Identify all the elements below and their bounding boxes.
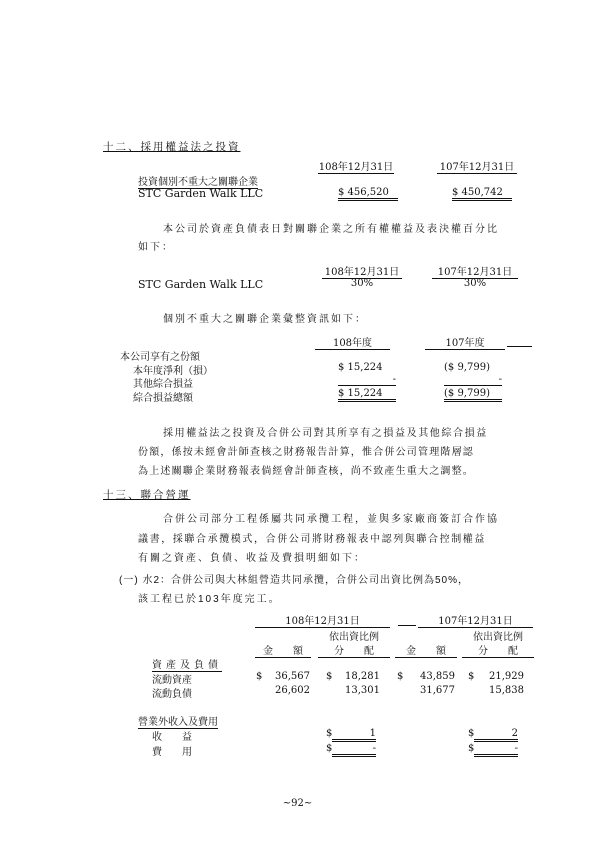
page-number: ~92~: [282, 798, 313, 809]
section-12-heading-text: 十二、採用權益法之投資: [103, 141, 241, 153]
s12-para3-line2: 份額，係按未經會計師查核之財務報告計算，惟合併公司管理階層認: [138, 447, 474, 458]
s12-para1-line2: 如下：: [138, 242, 174, 253]
t3-row1-v2: ($ 9,799): [444, 362, 490, 373]
t3-col2: 107年度: [425, 334, 505, 350]
t1-col1: 108年12月31日: [318, 158, 394, 174]
s12-para3-line3: 為上述關聯企業財務報表倘經會計師查核，尚不致產生重大之調整。: [138, 466, 474, 477]
jv-ratio-hdr-bottom-2: 分 配: [462, 642, 534, 658]
jv-date-rule: [398, 625, 416, 626]
jv-row1-dollar-1: $: [256, 671, 263, 682]
jv-expense-r2: -: [474, 743, 518, 757]
jv-section2-label: 營業外收入及費用: [138, 713, 218, 729]
jv-row2-a1: 26,602: [275, 685, 310, 696]
t3-row2-v2: -: [444, 374, 502, 386]
jv-amount-hdr-2: 金 額: [395, 642, 457, 658]
jv-expense-label: 費 用: [152, 747, 192, 758]
jv-expense-dollar-1: $: [326, 743, 333, 754]
s13-para1-line1: 合併公司部分工程係屬共同承攬工程，並與多家廠商簽訂合作協: [163, 514, 499, 525]
s12-para2: 個別不重大之關聯企業彙整資訊如下：: [163, 314, 367, 325]
t3-row1-v1: $ 15,224: [338, 362, 383, 373]
jv-income-r2: 2: [474, 728, 518, 742]
jv-row1-r2: 21,929: [489, 671, 524, 682]
jv-row2-r1: 13,301: [345, 685, 380, 696]
s13-item1-line1: (一) 水2：合併公司與大林組營造共同承攬，合併公司出資比例為50%，: [119, 575, 470, 586]
t3-row2-v1: -: [338, 374, 396, 386]
jv-row2-a2: 31,677: [420, 685, 455, 696]
s12-para1-line1: 本公司於資產負債表日對關聯企業之所有權權益及表決權百分比: [163, 224, 499, 235]
section-13-heading-text: 十三、聯合營運: [103, 489, 191, 501]
t2-row-label: STC Garden Walk LLC: [138, 278, 264, 291]
jv-ratio-hdr-top-2: 依出資比例: [473, 632, 523, 643]
jv-row1-a1: 36,567: [275, 671, 310, 682]
jv-date-2: 107年12月31日: [418, 612, 533, 628]
jv-expense-dollar-2: $: [468, 743, 475, 754]
t1-value-2: $ 450,742: [452, 187, 512, 201]
jv-row1-label: 流動資產: [152, 675, 192, 686]
jv-row1-dollar-4: $: [468, 671, 475, 682]
s13-para1-line2: 議書，採聯合承攬模式，合併公司將財務報表中認列與聯合控制權益: [138, 534, 486, 545]
t2-value-1: 30%: [350, 278, 374, 289]
t3-row3-v1: $ 15,224: [338, 388, 396, 402]
jv-expense-r1: -: [332, 743, 376, 757]
jv-row1-dollar-2: $: [326, 671, 333, 682]
section-13-heading: [103, 487, 191, 502]
jv-row1-a2: 43,859: [420, 671, 455, 682]
t1-col2: 107年12月31日: [437, 158, 517, 174]
t3-row3-label: 綜合損益總額: [133, 393, 193, 404]
t3-row2-label: 其他綜合損益: [133, 379, 193, 390]
t2-col1: 108年12月31日: [322, 263, 402, 279]
t1-header-label: 投資個別不重大之關聯企業: [138, 173, 258, 189]
jv-ratio-hdr-bottom-1: 分 配: [318, 642, 390, 658]
jv-income-r1: 1: [332, 728, 376, 742]
t1-value-1: $ 456,520: [338, 187, 398, 201]
t3-group-label: 本公司享有之份額: [120, 352, 200, 363]
jv-row1-r1: 18,281: [345, 671, 380, 682]
s12-para3-line1: 採用權益法之投資及合併公司對其所享有之損益及其他綜合損益: [163, 428, 488, 439]
jv-income-dollar-1: $: [326, 728, 333, 739]
jv-row2-r2: 15,838: [489, 685, 524, 696]
t1-row-label: STC Garden Walk LLC: [138, 187, 264, 200]
section-12-heading: [103, 139, 241, 154]
jv-ratio-hdr-top-1: 依出資比例: [329, 632, 379, 643]
t3-row3-v2: ($ 9,799): [444, 388, 502, 402]
t3-col1: 108年度: [315, 334, 390, 350]
t3-header-rule: [507, 346, 532, 347]
jv-date-1: 108年12月31日: [255, 612, 390, 628]
jv-income-label: 收 益: [152, 732, 192, 743]
jv-row1-dollar-3: $: [397, 671, 404, 682]
s13-para1-line3: 有關之資產、負債、收益及費損明細如下：: [138, 553, 366, 564]
jv-income-dollar-2: $: [468, 728, 475, 739]
jv-row2-label: 流動負債: [152, 689, 192, 700]
t3-row1-label: 本年度淨利（損）: [133, 366, 213, 377]
t2-col2: 107年12月31日: [432, 263, 518, 279]
jv-section1-label: 資產及負債: [152, 656, 222, 672]
s13-item1-line2: 該工程已於103年度完工。: [138, 594, 281, 605]
t2-value-2: 30%: [463, 278, 487, 289]
jv-amount-hdr-1: 金 額: [255, 642, 311, 658]
